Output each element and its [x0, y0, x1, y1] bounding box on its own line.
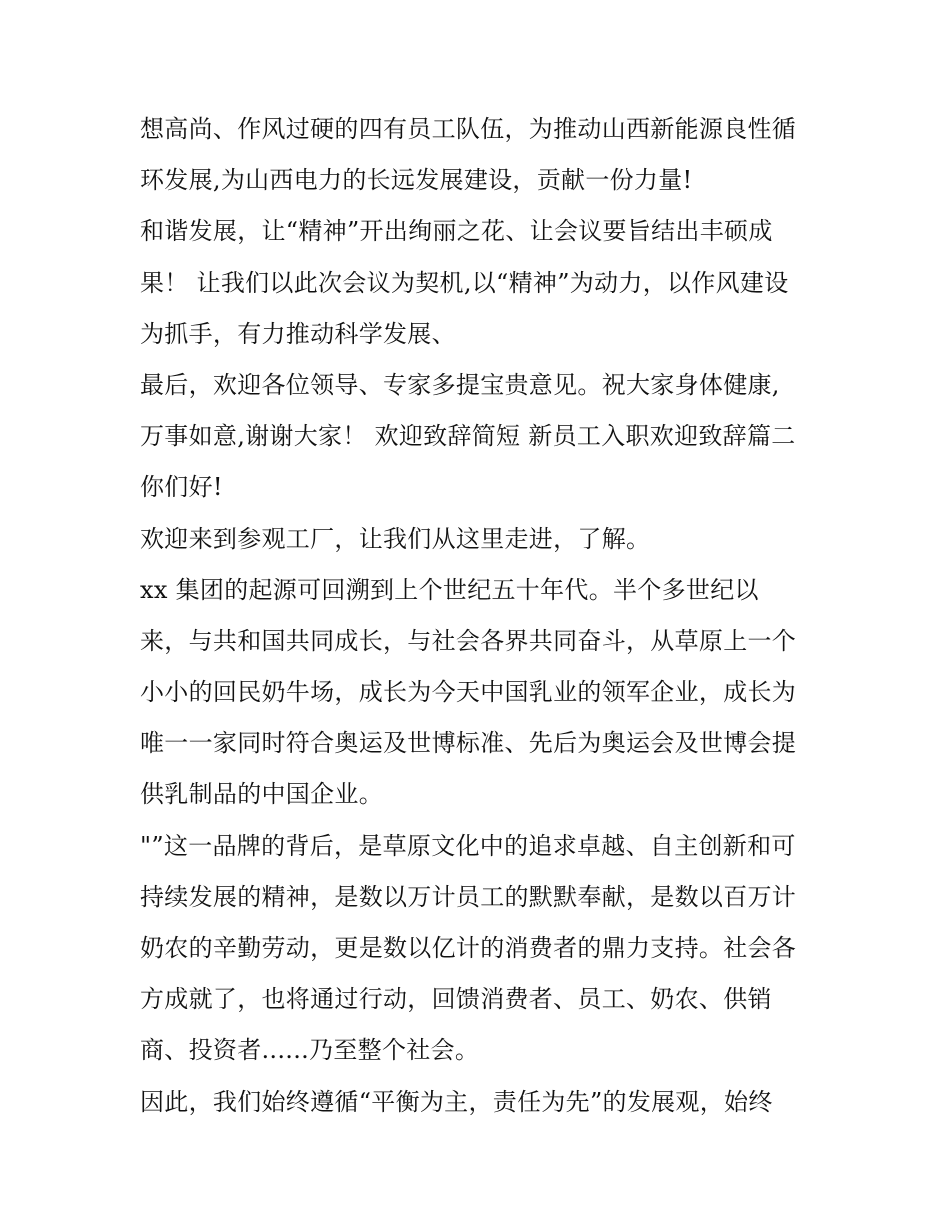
text-line: 果！ 让我们以此次会议为契机,以“精神”为动力，以作风建设 [140, 268, 789, 297]
text-line: 唯一一家同时符合奥运及世博标准、先后为奥运会及世博会提 [140, 729, 797, 758]
text-line: 想高尚、作风过硬的四有员工队伍，为推动山西新能源良性循 [140, 115, 797, 143]
text-line: 你们好! [140, 473, 223, 502]
text-line: 最后，欢迎各位领导、专家多提宝贵意见。祝大家身体健康, [140, 370, 780, 399]
text-line: 商、投资者......乃至整个社会。 [140, 1036, 480, 1065]
text-line: 小小的回民奶牛场，成长为今天中国乳业的领军企业，成长为 [140, 678, 797, 707]
text-line: 为抓手，有力推动科学发展、 [140, 319, 456, 348]
text-line: 供乳制品的中国企业。 [140, 780, 383, 809]
text-line: 万事如意,谢谢大家！ 欢迎致辞简短 新员工入职欢迎致辞篇二 [140, 422, 796, 451]
text-line: 持续发展的精神，是数以万计员工的默默奉献，是数以百万计 [140, 882, 797, 911]
text-line: 方成就了，也将通过行动，回馈消费者、员工、奶农、供销 [140, 985, 772, 1014]
document-body [140, 104, 840, 1128]
text-line: "”这一品牌的背后，是草原文化中的追求卓越、自主创新和可 [140, 831, 796, 860]
text-line: 来，与共和国共同成长，与社会各界共同奋斗，从草原上一个 [140, 626, 797, 655]
text-line: 欢迎来到参观工厂，让我们从这里走进，了解。 [140, 524, 651, 553]
text-line: 奶农的辛勤劳动，更是数以亿计的消费者的鼎力支持。社会各 [140, 934, 797, 962]
text-line: 环发展,为山西电力的长远发展建设，贡献一份力量! [140, 166, 693, 195]
text-line: 因此，我们始终遵循“平衡为主，责任为先”的发展观，始终 [140, 1087, 773, 1116]
text-line: 和谐发展，让“精神”开出绚丽之花、让会议要旨结出丰硕成 [140, 217, 773, 246]
text-line: xx 集团的起源可回溯到上个世纪五十年代。半个多世纪以 [140, 575, 759, 604]
